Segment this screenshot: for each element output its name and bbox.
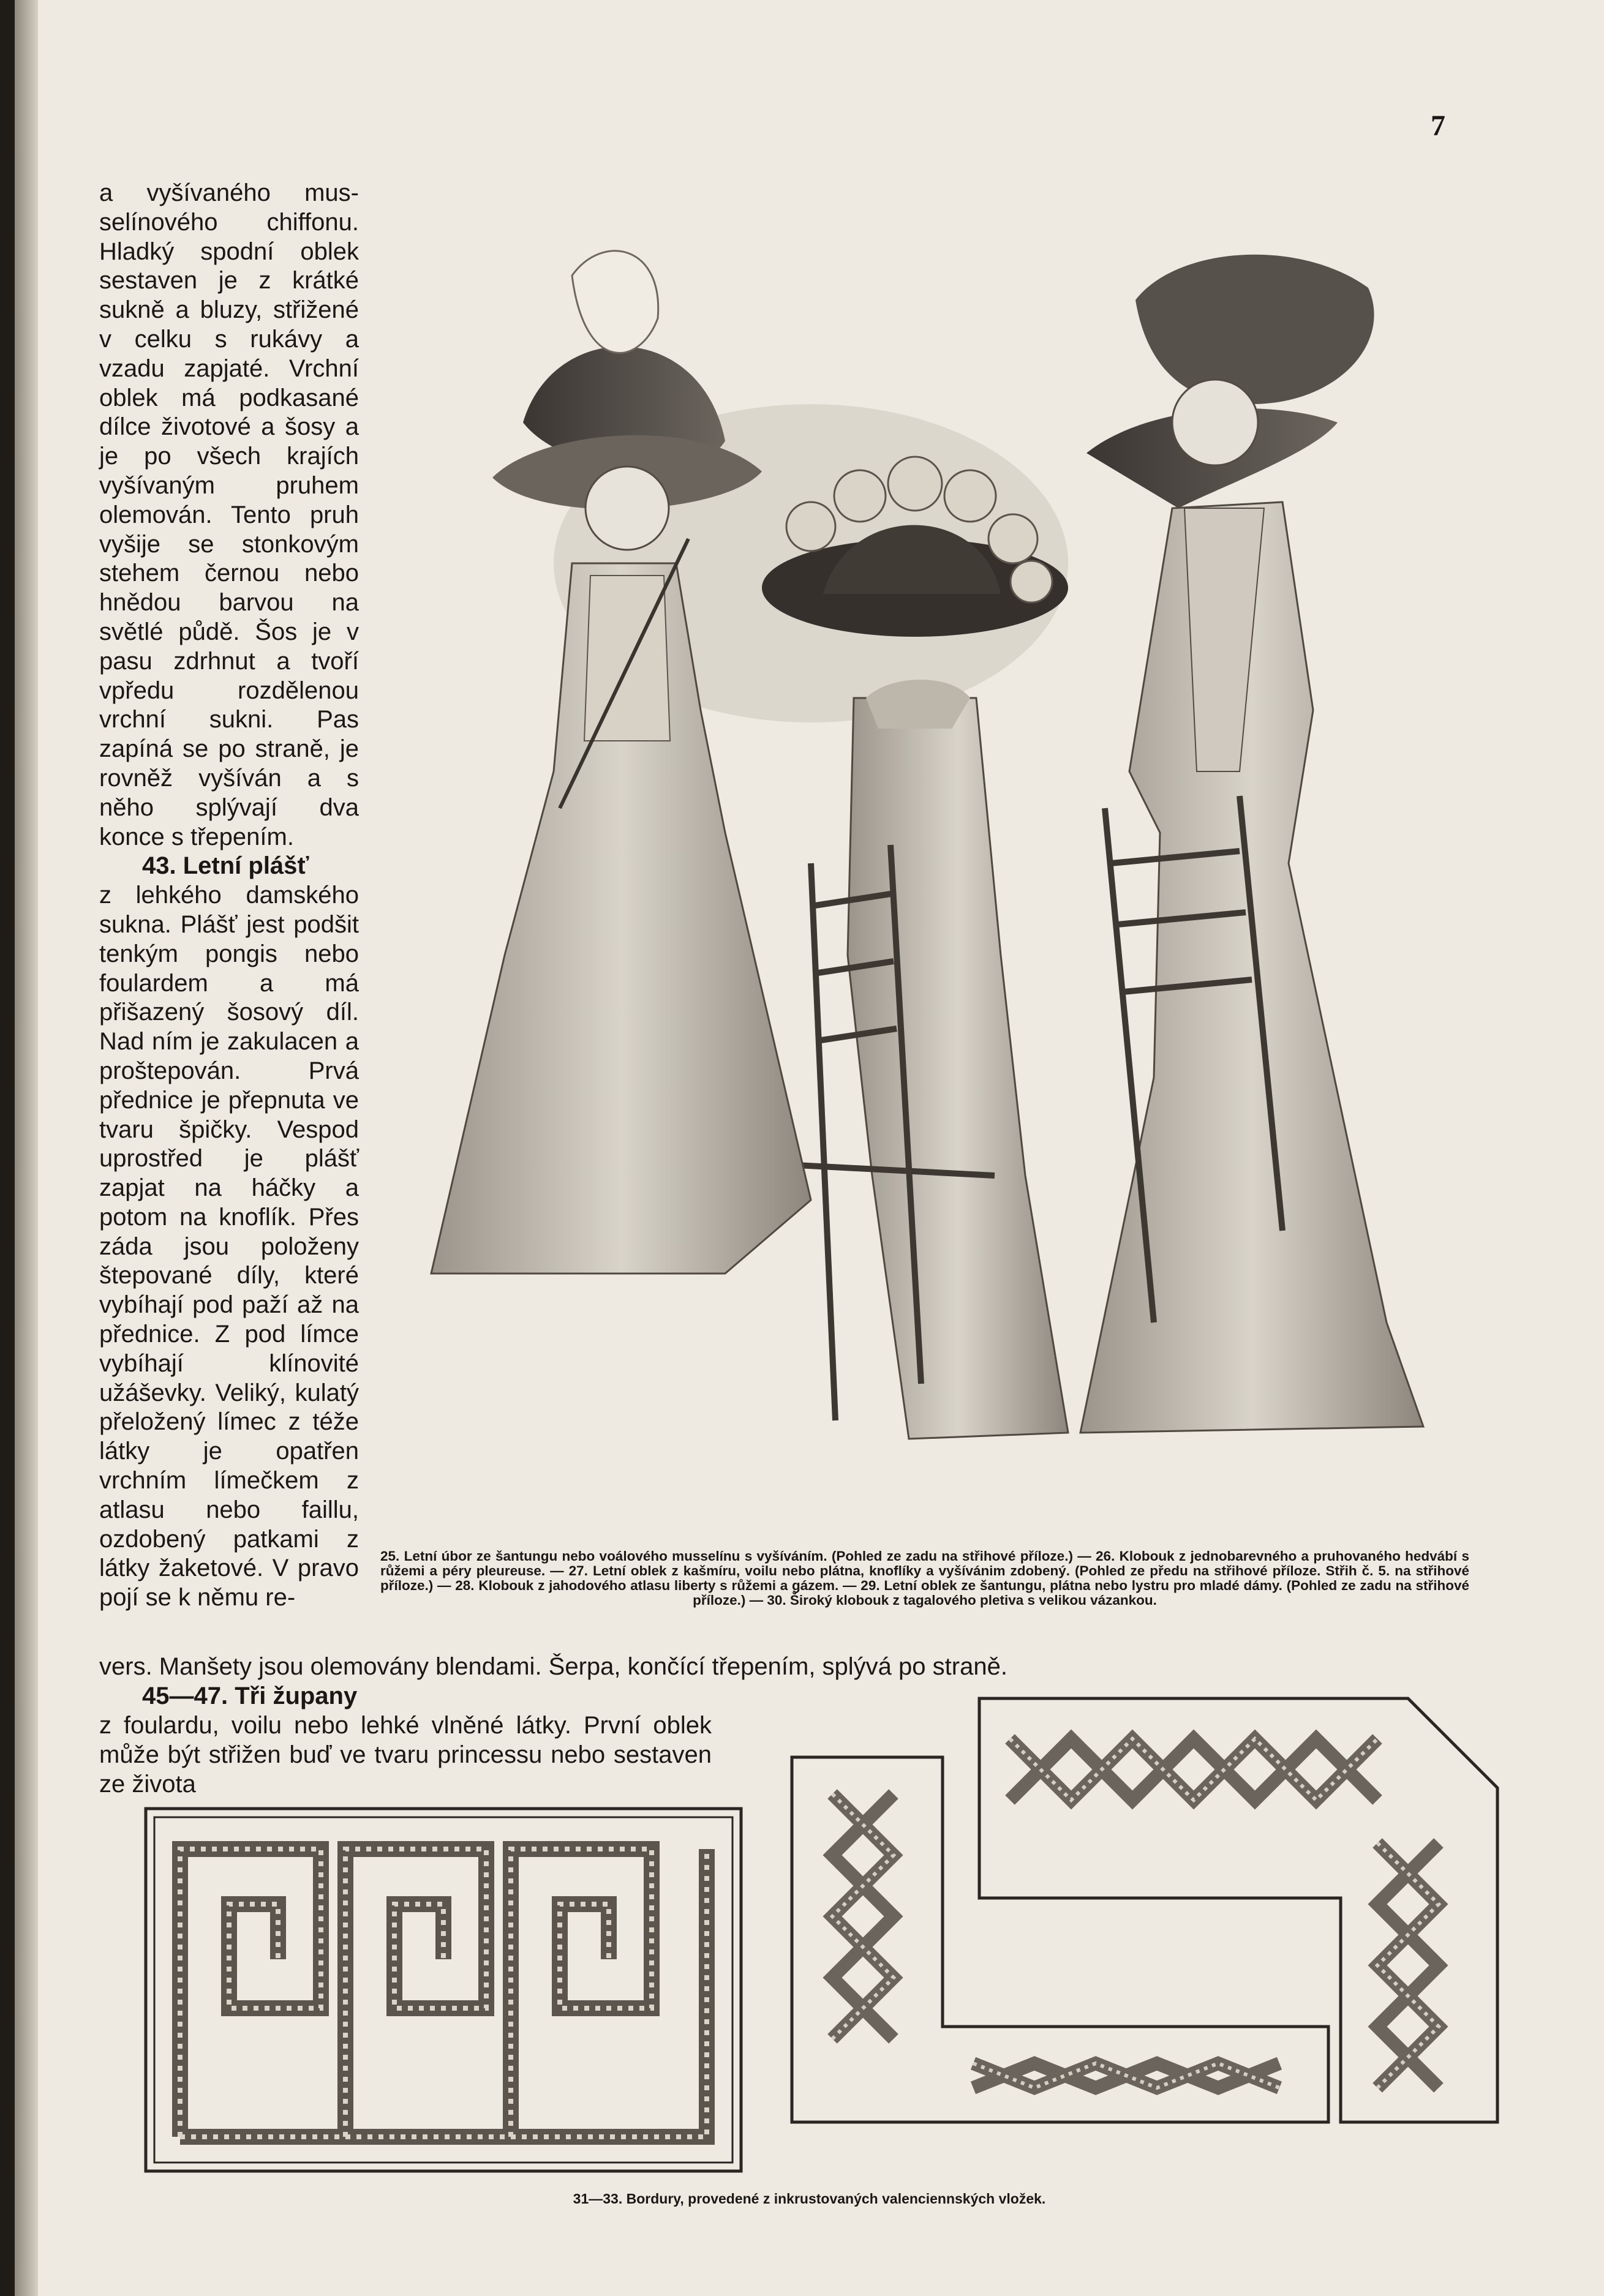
- paragraph-coat-description: z lehkého damského sukna. Plášť jest podšit tenkým pongis nebo foulardem a má přišazený šosový díl. Nad ním je zakulacen a proštepován. Prvá přednice je přepnuta ve tvaru špičky. Vespod uprostřed je plášť zapjat na háčky a potom na knoflík. Přes záda jsou položeny štepované díly, které vybíhají pod paží až na přednice. Z pod límce vybíhají klínovité užáševky. Veliký, kulatý přeložený límec z téže látky je opatřen vrchním límečkem z atlasu nebo faillu, ozdobený patkami z látky žaketové. V pravo pojí se k němu re-: [99, 882, 359, 1611]
- section-heading-43: [99, 852, 359, 881]
- heading-letni-plast: 43. Letní plášť: [142, 852, 309, 880]
- paragraph-dress-description: a vyšívaného musselínového chiffonu. Hladký spodní oblek sestaven je z krátké sukně a bluzy, střižené v celku s rukávy a vzadu zapjaté. Vrchní oblek má podkasané dílce životové a šosy a je po všech krajích vyšívaným pruhem olemován. Tento pruh vyšije se stonkovým stehem černou nebo hnědou barvou na světlé půdě. Šos je v pasu zdrhnut a tvoří vpředu rozdělenou vrchní sukni. Pas zapíná se po straně, je rovněž vyšíván a s něho splývají dva konce s třepením.: [99, 179, 359, 850]
- standing-lady-figure: [1080, 255, 1423, 1433]
- fashion-plate-illustration: [382, 220, 1472, 1543]
- left-text-column: [99, 179, 359, 1613]
- section-heading-45-47: [99, 1681, 712, 1711]
- greek-key-border-illustration: [143, 1806, 744, 2174]
- border-caption: 31—33. Bordury, provedené z inkrustovaných valenciennských vložek.: [573, 2191, 1046, 2207]
- interlaced-corner-border-illustration: [789, 1696, 1500, 2125]
- bottom-text-block: [99, 1681, 712, 1799]
- binding-gutter: [15, 0, 38, 2296]
- continued-text-line: vers. Manšety jsou olemovány blendami. Šerpa, končící třepením, splývá po straně.: [99, 1653, 1007, 1680]
- seated-lady-left-figure: [431, 251, 811, 1274]
- page-number: 7: [1431, 110, 1445, 142]
- heading-tri-zupany: 45—47. Tři župany: [142, 1683, 358, 1709]
- paragraph-zupany: z foulardu, voilu nebo lehké vlněné látky. První oblek může být střižen buď ve tvaru princessu nebo sestaven ze života: [99, 1712, 712, 1798]
- plate-caption: 25. Letní úbor ze šantungu nebo voálového musselínu s vyšíváním. (Pohled ze zadu na střihové příloze.) — 26. Klobouk z jednobarevného a pruhovaného hedvábí s růžemi a péry pleureuse. — 27. Letní oblek z kašmíru, voilu nebo plátna, knoflíky a vyšívánim zdobený. (Pohled ze předu na střihové příloze. Střih č. 5. na střihové příloze.) — 28. Klobouk z jahodového atlasu liberty s růžemi a gázem. — 29. Letní oblek ze šantungu, plátna nebo lystru pro mladé dámy. (Pohled ze zadu na střihové příloze.) — 30. Široký klobouk z tagalového pletiva s velikou vázankou.: [380, 1548, 1469, 1608]
- magazine-page: [15, 0, 1604, 2296]
